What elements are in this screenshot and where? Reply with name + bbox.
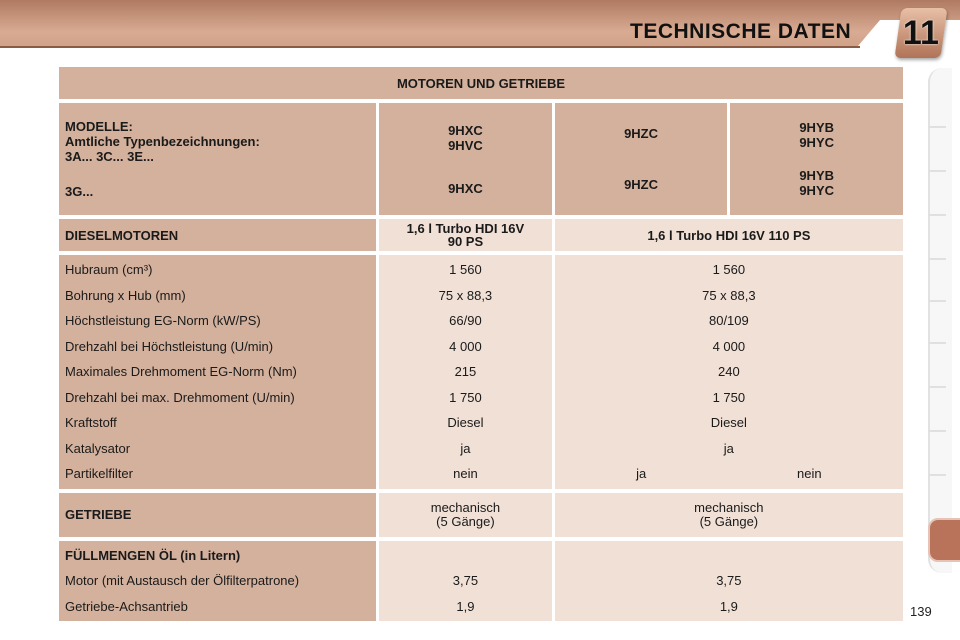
chapter-tab-divider <box>928 170 946 172</box>
chapter-number: 11 <box>903 13 939 52</box>
gearbox-gears: (5 Gänge) <box>436 513 495 529</box>
models-row <box>59 103 903 215</box>
spec-value: 215 <box>454 364 477 379</box>
model-code: 9HXC <box>448 122 483 138</box>
spec-value: 75 x 88,3 <box>702 287 756 303</box>
models-col3-cell <box>730 103 903 215</box>
spec-label: Bohrung x Hub (mm) <box>65 287 186 303</box>
chapter-tab-divider <box>928 300 946 302</box>
spec-label: Maximales Drehmoment EG-Norm (Nm) <box>65 364 297 379</box>
spec-value: ja <box>636 466 647 481</box>
oil-label: Getriebe-Achsantrieb <box>65 598 188 614</box>
models-label-line: 3A... 3C... 3E... <box>65 149 154 164</box>
spec-label: Partikelfilter <box>65 466 133 481</box>
gearbox-type: mechanisch <box>430 499 501 515</box>
page-number: 139 <box>910 604 932 619</box>
oil-value: 3,75 <box>716 573 742 588</box>
oil-value: 1,9 <box>719 598 738 614</box>
model-code: 9HZC <box>624 126 659 141</box>
models-label-cell <box>59 103 376 215</box>
models-label-line: MODELLE: <box>65 119 133 134</box>
model-code: 9HYC <box>799 183 835 198</box>
table-title-row <box>59 67 903 99</box>
spec-value: 4 000 <box>449 338 482 354</box>
engine1-cell <box>379 219 552 251</box>
spec-values-engine1 <box>379 255 552 489</box>
spec-value: nein <box>797 466 822 481</box>
gearbox-label: GETRIEBE <box>59 493 376 537</box>
engine1-power: 90 PS <box>447 234 484 249</box>
chapter-tab-divider <box>928 258 946 260</box>
oil-spacer <box>561 543 897 569</box>
models-label-3g: 3G... <box>65 184 94 199</box>
chapter-tab-divider <box>928 126 946 128</box>
table-title: MOTOREN UND GETRIEBE <box>59 67 903 99</box>
engine1-name: 1,6 l Turbo HDI 16V <box>406 221 525 236</box>
gearbox-type: mechanisch <box>694 499 764 515</box>
spec-value: 1 750 <box>712 389 746 405</box>
spec-label: Drehzahl bei max. Drehmoment (U/min) <box>65 389 295 405</box>
particle-filter-split <box>561 461 897 487</box>
models-label-line: Amtliche Typenbezeichnungen: <box>65 134 260 149</box>
chapter-tab-divider <box>928 430 946 432</box>
spec-values-engine2 <box>555 255 903 489</box>
chapter-tab-divider <box>928 214 946 216</box>
spec-value: ja <box>723 440 734 456</box>
chapter-tab-rail <box>928 68 952 573</box>
spec-label: Kraftstoff <box>65 415 117 430</box>
gearbox-gears: (5 Gänge) <box>699 513 759 529</box>
spec-value: Diesel <box>710 415 747 430</box>
spec-value: 80/109 <box>708 313 749 328</box>
chapter-badge <box>894 8 947 58</box>
spec-value: 4 000 <box>712 338 746 354</box>
spec-value: 1 750 <box>449 389 482 405</box>
header-rule <box>0 46 860 48</box>
model-code: 9HYB <box>799 120 835 135</box>
model-code: 9HZC <box>624 177 659 192</box>
model-code: 9HYC <box>799 135 835 150</box>
specs-row <box>59 255 903 489</box>
chapter-tab-active[interactable] <box>928 518 960 562</box>
oil-values-engine1 <box>379 541 552 622</box>
chapter-tab-divider <box>928 386 946 388</box>
oil-row <box>59 541 903 622</box>
model-code: 9HYB <box>799 168 835 183</box>
spec-value: 75 x 88,3 <box>438 287 493 303</box>
oil-labels <box>59 541 376 622</box>
model-code: 9HVC <box>448 137 483 153</box>
engine-spec-table <box>56 63 906 625</box>
oil-label: Motor (mit Austausch der Ölfilterpatrone) <box>65 573 300 588</box>
spec-label: Katalysator <box>65 440 131 456</box>
oil-heading: FÜLLMENGEN ÖL (in Litern) <box>65 547 241 563</box>
models-col1-cell <box>379 103 552 215</box>
diesel-label: DIESELMOTOREN <box>59 219 376 251</box>
spec-value: nein <box>453 466 478 481</box>
oil-values-engine2 <box>555 541 903 622</box>
spec-value: Diesel <box>447 415 484 430</box>
gearbox-engine1-cell <box>379 493 552 537</box>
spec-value: 1 560 <box>449 262 482 277</box>
spec-value: 1 560 <box>712 262 746 277</box>
diesel-row <box>59 219 903 251</box>
models-col2-cell <box>555 103 728 215</box>
spec-value: 66/90 <box>449 313 482 328</box>
page-title: TECHNISCHE DATEN <box>630 20 852 43</box>
spec-labels <box>59 255 376 489</box>
chapter-tab-divider <box>928 474 946 476</box>
chapter-tab-divider <box>928 342 946 344</box>
gearbox-engine2-cell <box>555 493 903 537</box>
engine2-cell: 1,6 l Turbo HDI 16V 110 PS <box>555 219 903 251</box>
spec-value: ja <box>460 440 471 456</box>
model-code: 9HXC <box>448 180 483 196</box>
oil-spacer <box>385 543 546 569</box>
spec-label: Hubraum (cm³) <box>65 262 153 277</box>
oil-value: 1,9 <box>456 598 475 614</box>
spec-label: Drehzahl bei Höchstleistung (U/min) <box>65 338 274 354</box>
oil-value: 3,75 <box>452 573 479 588</box>
spec-label: Höchstleistung EG-Norm (kW/PS) <box>65 313 261 328</box>
gearbox-row <box>59 493 903 537</box>
spec-value: 240 <box>718 364 740 379</box>
